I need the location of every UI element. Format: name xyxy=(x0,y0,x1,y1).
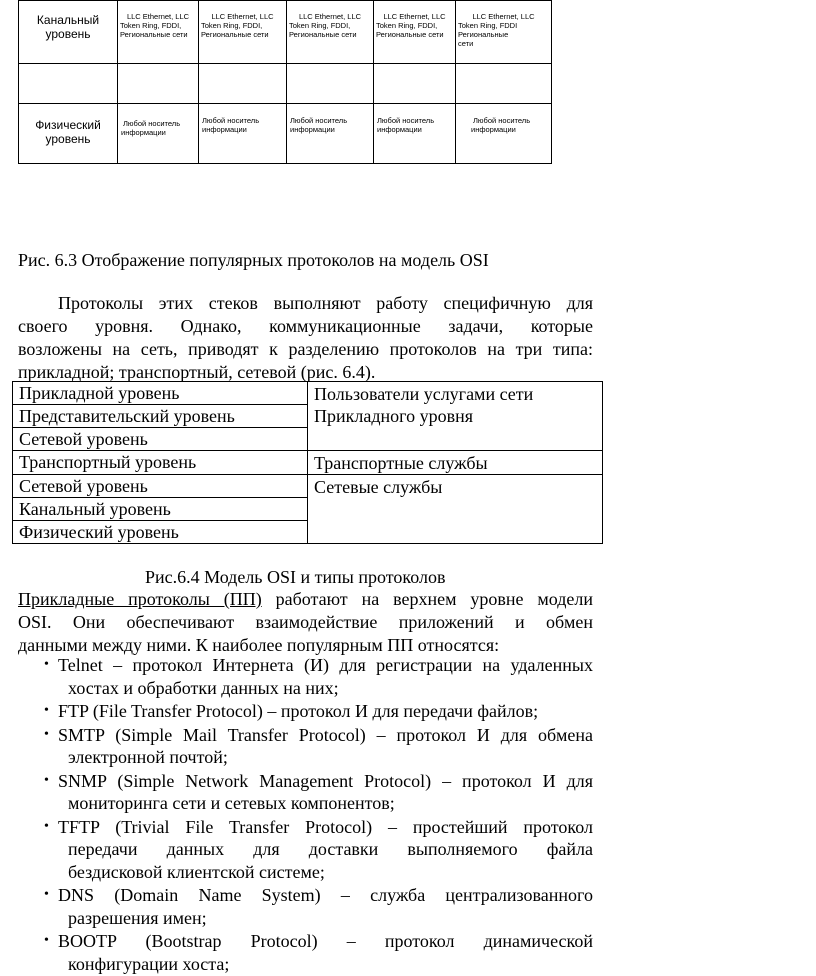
bullet-icon: • xyxy=(44,726,49,742)
osi-row xyxy=(13,475,603,498)
table-row-datalink xyxy=(19,1,552,64)
osi-level: Сетевой уровень xyxy=(13,428,308,451)
level-cell-physical: Физический уровень xyxy=(19,104,118,164)
list-item-smtp: • SMTP (Simple Mail Transfer Protocol) – протокол И для обмена электронной почтой; xyxy=(44,724,593,767)
table-row-empty xyxy=(19,64,552,104)
media-cell: Любой носитель информации xyxy=(199,104,287,164)
media-cell: Любой носитель информации xyxy=(287,104,374,164)
bullet-icon: • xyxy=(44,818,49,834)
media-cell: Любой носитель информации xyxy=(456,104,552,164)
osi-level: Транспортный уровень xyxy=(13,451,308,475)
media-cell: Любой носитель информации xyxy=(374,104,456,164)
paragraph-protocol-types: Протоколы этих стеков выполняют работу специфичную для своего уровня. Однако, коммуникационные задачи, которые возложены на сеть, приводят к разделению протоколов на три типа: прикладной; транспортный, сетевой (рис. 6.4). xyxy=(18,293,593,382)
list-item-telnet: • Telnet – протокол Интернета (И) для регистрации на удаленных хостах и обработки данных на них; xyxy=(44,655,593,698)
paragraph-application-protocols: Прикладные протоколы (ПП) работают на верхнем уровне модели OSI. Они обеспечивают взаимодействие приложений и обмен данными между ними. К наиболее популярным ПП относятся: xyxy=(18,589,594,655)
level-cell-datalink: Канальный уровень xyxy=(19,1,118,64)
protocol-cell: LLC Ethernet, LLC Token Ring, FDDI Региональные сети xyxy=(456,1,552,64)
bullet-icon: • xyxy=(44,887,49,902)
media-cell: Любой носитель информации xyxy=(118,104,199,164)
protocol-cell: LLC Ethernet, LLC Token Ring, FDDI, Региональные сети xyxy=(374,1,456,64)
osi-group-transport: Транспортные службы xyxy=(308,451,603,475)
osi-row xyxy=(13,451,603,475)
protocol-cell: LLC Ethernet, LLC Token Ring, FDDI, Региональные сети xyxy=(118,1,199,64)
osi-level: Канальный уровень xyxy=(13,498,308,521)
protocol-cell: LLC Ethernet, LLC Token Ring, FDDI, Региональные сети xyxy=(287,1,374,64)
bullet-icon: • xyxy=(44,657,49,672)
list-item-bootp: • BOOTP (Bootstrap Protocol) – протокол динамической конфигурации хоста; xyxy=(44,931,593,974)
list-item-dns: • DNS (Domain Name System) – служба централизованного разрешения имен; xyxy=(44,885,593,928)
osi-level: Сетевой уровень xyxy=(13,475,308,498)
osi-group-application: Пользователи услугами сети Прикладного уровня xyxy=(308,382,603,451)
protocol-mapping-table xyxy=(18,0,552,164)
figure-caption-6-3: Рис. 6.3 Отображение популярных протоколов на модель OSI xyxy=(18,250,489,270)
bullet-icon: • xyxy=(44,772,49,788)
list-item-tftp: • TFTP (Trivial File Transfer Protocol) – простейший протокол передачи данных для доставки выполняемого файла бездисковой клиентской системе; xyxy=(44,816,593,882)
figure-caption-6-4: Рис.6.4 Модель OSI и типы протоколов xyxy=(145,567,446,587)
bullet-icon: • xyxy=(44,933,49,948)
term-application-protocols: Прикладные протоколы (ПП) xyxy=(18,589,262,609)
table-row-physical xyxy=(19,104,552,164)
protocol-list xyxy=(44,654,593,976)
list-item-ftp: • FTP (File Transfer Protocol) – протокол И для передачи файлов; xyxy=(44,701,539,721)
osi-group-network: Сетевые службы xyxy=(308,475,603,544)
osi-model-table xyxy=(12,381,603,544)
osi-level: Представительский уровень xyxy=(13,405,308,428)
list-item-snmp: • SNMP (Simple Network Management Protocol) – протокол И для мониторинга сети и сетевых компонентов; xyxy=(44,770,593,813)
bullet-icon: • xyxy=(44,703,49,718)
osi-level: Физический уровень xyxy=(13,521,308,544)
osi-row xyxy=(13,382,603,405)
protocol-cell: LLC Ethernet, LLC Token Ring, FDDI, Региональные сети xyxy=(199,1,287,64)
osi-level: Прикладной уровень xyxy=(13,382,308,405)
